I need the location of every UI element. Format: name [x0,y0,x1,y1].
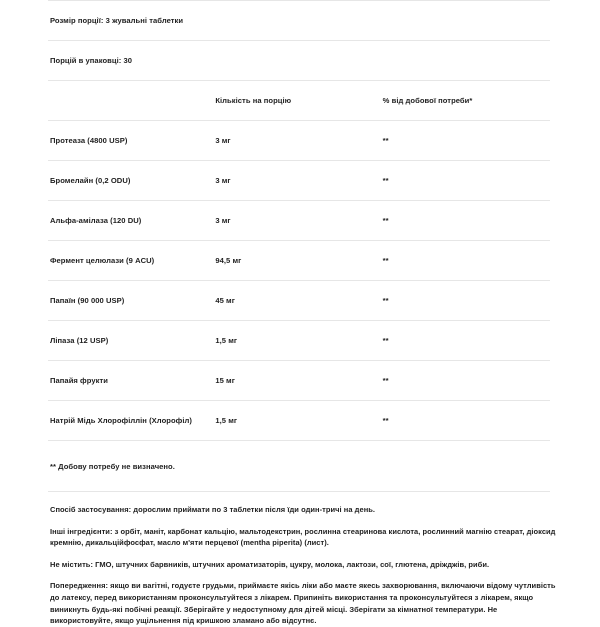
table-row [48,361,550,401]
serving-size-label: Розмір порції: 3 жувальні таблетки [50,16,184,25]
servings-per-container-label: Порцій в упаковці: 30 [50,56,133,65]
nutrient-amount: 3 мг [215,136,231,145]
nutrient-name: Фермент целюлази (9 ACU) [50,256,155,265]
nutrient-name: Натрій Мідь Хлорофіллін (Хлорофіл) [50,416,192,425]
nutrient-name: Папаїн (90 000 USP) [50,296,125,305]
footer-text-block [50,492,562,627]
column-header-amount-per-serving: Кількість на порцію [215,96,292,105]
nutrient-amount: 45 мг [215,296,235,305]
table-row [48,201,550,241]
nutrient-amount: 94,5 мг [215,256,242,265]
nutrient-amount: 1,5 мг [215,416,238,425]
nutrient-name: Альфа-амілаза (120 DU) [50,216,142,225]
nutrient-amount: 3 мг [215,176,231,185]
table-row [48,401,550,441]
free-from-text: Не містить: ГМО, штучних барвників, штучних ароматизаторів, цукру, молока, лактози, сої, глютена, дріжджів, риби. [50,559,490,569]
nutrient-name: Протеаза (4800 USP) [50,136,128,145]
nutrient-name: Ліпаза (12 USP) [50,336,109,345]
nutrient-daily-value: ** [382,416,389,425]
table-row [48,161,550,201]
nutrient-daily-value: ** [382,376,389,385]
nutrient-daily-value: ** [382,176,389,185]
supplement-facts-table [48,0,550,441]
table-row [48,281,550,321]
nutrient-daily-value: ** [382,256,389,265]
table-row [48,121,550,161]
serving-size-row [48,1,550,41]
nutrient-daily-value: ** [382,216,389,225]
nutrient-daily-value: ** [382,296,389,305]
column-header-daily-value: % від добової потреби* [382,96,473,105]
daily-value-footnote: ** Добову потребу не визначено. [50,462,175,471]
nutrient-amount: 15 мг [215,376,235,385]
warning-text: Попередження: якщо ви вагітні, годуєте грудьми, приймаєте якісь ліки або маєте якесь захворювання, включаючи відому чутливість до латексу, перед використанням проконсультуйтеся з лікарем. Припиніть використання та проконсультуйтеся з лікарем, якщо виникнуть будь-які побічні реакції. Зберігайте у недоступному для дітей місці. Зберігати за кімнатної температури. Не використовуйте, якщо ущільнення під кришкою зламано або відсутнє. [50,581,556,626]
nutrient-name: Бромелайн (0,2 ODU) [50,176,131,185]
servings-per-container-row [48,41,550,81]
table-header-row [48,81,550,121]
other-ingredients-text: Інші інгредієнти: з орбіт, маніт, карбонат кальцію, мальтодекстрин, рослинна стеаринова кислота, рослинний магнію стеарат, діоксид кремнію, дикальційфосфат, масло м'яти перцевої (mentha piperita) (лист). [50,526,556,548]
table-row [48,321,550,361]
table-row [48,241,550,281]
column-header-nutrient [48,81,215,121]
nutrient-daily-value: ** [382,336,389,345]
nutrient-amount: 3 мг [215,216,231,225]
nutrient-name: Папайя фрукти [50,376,108,385]
nutrient-amount: 1,5 мг [215,336,238,345]
nutrient-daily-value: ** [382,136,389,145]
directions-text: Спосіб застосування: дорослим приймати по 3 таблетки після їди один-тричі на день. [50,505,376,514]
